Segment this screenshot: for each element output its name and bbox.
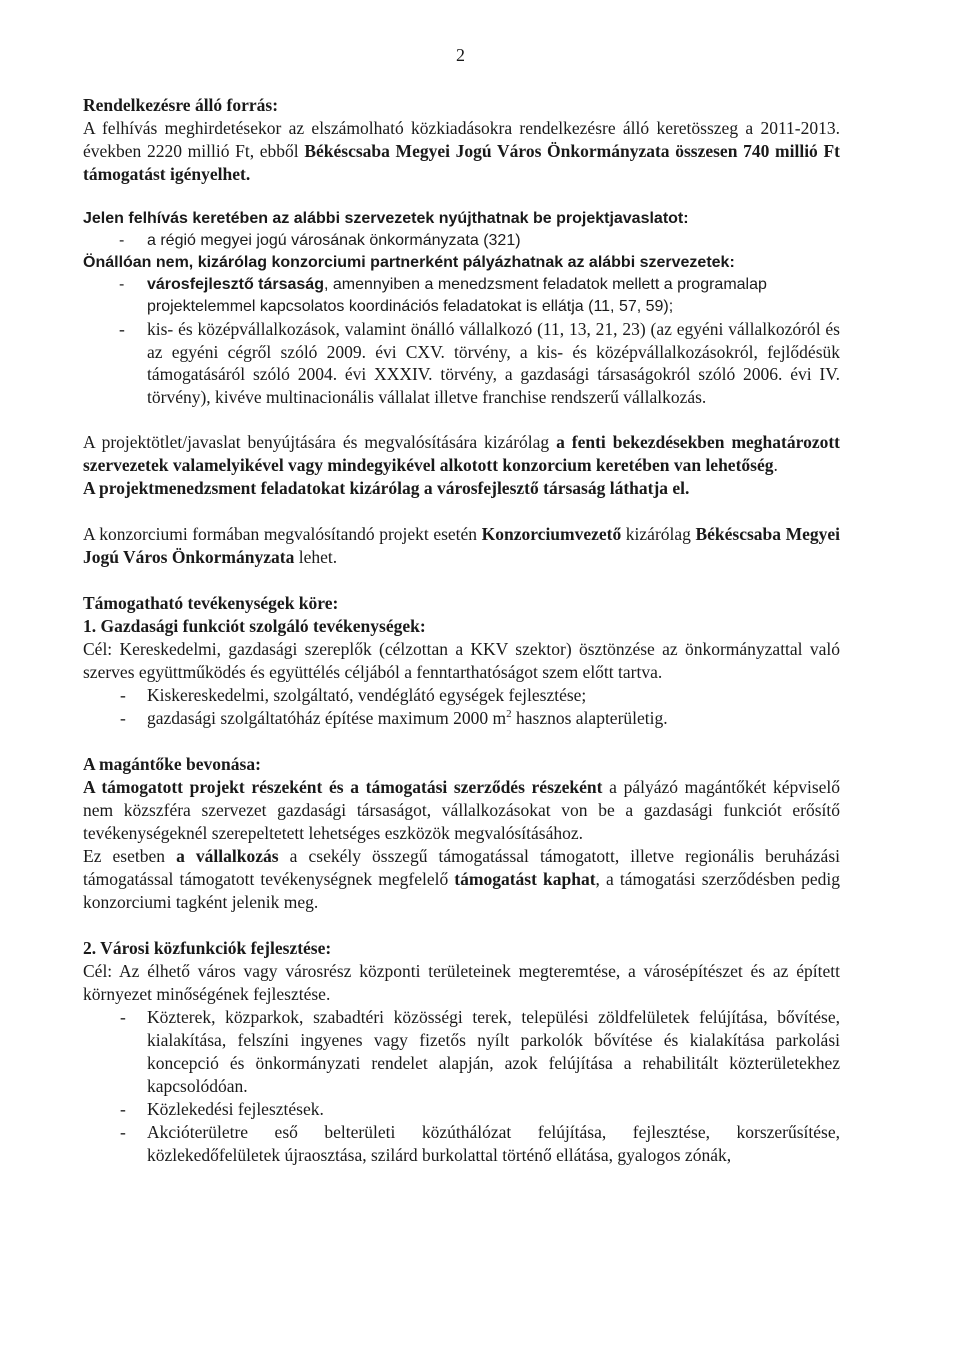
list-item-text: , amennyiben a menedzsment feladatok mellett a programalap projektelemmel kapcsolatos koordinációs feladatokat is ellátja (11, 57, 59);	[147, 276, 767, 315]
gazdasagi-subheading: 1. Gazdasági funkciót szolgáló tevékenységek:	[83, 616, 426, 636]
tevekenysegek-section	[83, 592, 840, 730]
konzorciumvezeto-bold: Konzorciumvezető	[481, 524, 622, 544]
forras-text: A felhívás meghirdetésekor az elszámolható közkiadásokra rendelkezésre álló keretösszeg a 2011-2013. években 2220 millió Ft, ebből	[83, 118, 840, 161]
konzorcium-text-3: lehet.	[294, 547, 338, 567]
magantoke-paragraph-2	[83, 845, 840, 914]
kozfunkciok-list	[83, 1006, 840, 1167]
magantoke-section	[83, 753, 840, 914]
vallalkozas-bold: a vállalkozás	[176, 846, 279, 866]
projektmenedzsment-note: A projektmenedzsment feladatokat kizárólag a városfejlesztő társaság láthatja el.	[83, 478, 690, 498]
kozfunkciok-heading: 2. Városi közfunkciók fejlesztése:	[83, 938, 332, 958]
magantoke-text-4: , a támogatási szerződésben pedig konzorciumi tagként jelenik meg.	[83, 869, 840, 912]
kozfunkciok-cel: Cél: Az élhető város vagy városrész központi területeinek megteremtése, a városépítészet és az épített környezet minőségének fejlesztése.	[83, 961, 840, 1004]
magantoke-text: a pályázó magántőkét képviselő nem közszféra szervezet gazdasági társaságot, vállalkozásokat von be a gazdasági funkciót erősítő tevékenységeknél szerepeltetett lehetséges eszközök megvalósításához.	[83, 777, 841, 843]
benyujtas-text: A projektötlet/javaslat benyújtására és megvalósítására kizárólag	[83, 432, 557, 452]
magantoke-text-2: Ez esetben	[83, 846, 177, 866]
forras-section	[83, 94, 840, 186]
dash-bullet: -	[119, 276, 125, 293]
onkormanyzat-bold: Békéscsaba Megyei Jogú Város Önkormányzata	[83, 524, 840, 567]
list-item-text: kis- és középvállalkozások, valamint önálló vállalkozó (11, 13, 21, 23) (az egyéni vállalkozóról és az egyéni cégről szóló 2009. évi CXV. törvény, a kis- és középvállalkozásokról, fejlődésük támogatásáról szóló 2004. évi XXXIV. törvény, a gazdasági társaságokról szóló 2006. évi IV. törvény), kivéve multinacionális vállalat illetve franchise rendszerű vállalkozás.	[147, 319, 840, 407]
list-item-text: gazdasági szolgáltatóház építése maximum 2000 m	[147, 708, 507, 728]
forras-paragraph	[83, 117, 840, 186]
forras-heading: Rendelkezésre álló forrás:	[83, 95, 279, 115]
szervezetek-section	[83, 208, 840, 408]
konzorcium-text: A konzorciumi formában megvalósítandó projekt esetén	[83, 524, 482, 544]
list-item	[83, 1121, 840, 1167]
tevekenysegek-heading: Támogatható tevékenységek köre:	[83, 593, 339, 613]
magantoke-text-3: a csekély összegű támogatással támogatott, illetve regionális beruházási támogatással támogatott tevékenységnek megfelelő	[83, 846, 840, 889]
list-item-text: Közterek, közparkok, szabadtéri közösségi terek, települési zöldfelületek felújítása, bővítése, kialakítása, felszíni ingyenes vagy fizetős nyílt parkolók bővítése és kialakítása parkolási koncepció és önkormányzati rendelet alapján, azok felújítása a rehabilitált közterületekhez kapcsolódóan.	[147, 1007, 840, 1096]
forras-bold-text: Békéscsaba Megyei Jogú Város Önkormányzata összesen 740 millió Ft támogatást igényelhet.	[83, 141, 840, 184]
document-body	[83, 94, 840, 1167]
list-item	[83, 230, 840, 252]
list-item	[83, 1098, 840, 1121]
kozfunkciok-section	[83, 937, 840, 1167]
szervezetek-heading: Jelen felhívás keretében az alábbi szervezetek nyújthatnak be projektjavaslatot:	[83, 210, 689, 227]
magantoke-bold: A támogatott projekt részeként és a támogatási szerződés részeként	[83, 777, 603, 797]
list-item-text: Akcióterületre eső belterületi közúthálózat felújítása, fejlesztése, korszerűsítése, közlekedőfelületek újraosztása, szilárd burkolattal történő ellátása, gyalogos zónák,	[147, 1122, 840, 1165]
szervezetek-heading-2: Önállóan nem, kizárólag konzorciumi partnerként pályázhatnak az alábbi szervezetek:	[83, 254, 735, 271]
list-item-text: Közlekedési fejlesztések.	[147, 1099, 324, 1119]
list-item-bold: városfejlesztő társaság	[147, 276, 324, 293]
benyujtas-bold-text: a fenti bekezdésekben meghatározott szervezetek valamelyikével vagy mindegyikével alkotott konzorcium keretében van lehetőség	[83, 432, 840, 475]
szervezetek-list-3	[83, 318, 840, 408]
page-number: 2	[456, 45, 465, 65]
dash-bullet: -	[119, 319, 125, 339]
magantoke-heading: A magántőke bevonása:	[83, 754, 261, 774]
dash-bullet: -	[120, 708, 126, 728]
gazdasagi-list	[83, 684, 840, 730]
konzorcium-section	[83, 523, 840, 569]
benyujtas-paragraph	[83, 431, 840, 477]
superscript: 2	[506, 708, 512, 720]
dash-bullet: -	[120, 1099, 126, 1119]
dash-bullet: -	[120, 1007, 126, 1027]
benyujtas-section	[83, 431, 840, 500]
list-item-text: Kiskereskedelmi, szolgáltató, vendéglátó egységek fejlesztése;	[147, 685, 587, 705]
list-item-text: a régió megyei jogú városának önkormányzata (321)	[147, 232, 521, 249]
magantoke-paragraph-1	[83, 776, 840, 845]
list-item	[83, 318, 840, 408]
benyujtas-period: .	[773, 455, 778, 475]
list-item	[83, 1006, 840, 1098]
tamogatast-kaphat-bold: támogatást kaphat	[454, 869, 596, 889]
list-item	[83, 684, 840, 707]
gazdasagi-cel: Cél: Kereskedelmi, gazdasági szereplők (célzottan a KKV szektor) ösztönzése az önkormányzattal való szerves együttműködés és együttélés céljából a fenntarthatóságot szem előtt tartva.	[83, 639, 840, 682]
list-item-tail: hasznos alapterületig.	[511, 708, 668, 728]
dash-bullet: -	[120, 685, 126, 705]
konzorcium-text-2: kizárólag	[621, 524, 696, 544]
szervezetek-list-1	[83, 230, 840, 252]
list-item	[83, 707, 840, 730]
konzorcium-paragraph	[83, 523, 840, 569]
dash-bullet: -	[119, 232, 125, 249]
szervezetek-list-2	[83, 274, 840, 318]
list-item	[83, 274, 840, 318]
dash-bullet: -	[120, 1122, 126, 1142]
